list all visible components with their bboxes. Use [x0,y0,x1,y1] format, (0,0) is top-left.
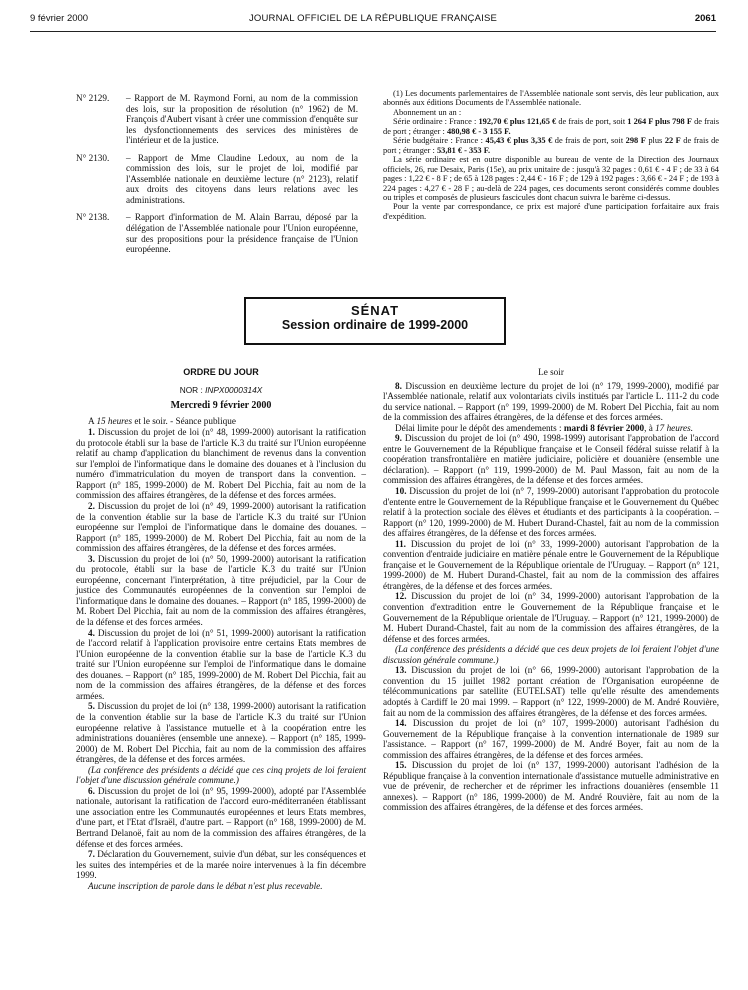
agenda-item: 14. Discussion du projet de loi (n° 107, 1999-2000) autorisant l'adhésion du Gouvernement de la République française à la convention internationale de 1989 sur l'assistance. – Rapport (n° 167, 1999-2000) de M. André Boyer, fait au nom de la commission des affaires étrangères, de la défense et des forces armées. [383,718,719,760]
nor-reference: NOR : INPX0000314X [179,384,263,395]
conference-note: (La conférence des présidents a décidé que ces deux projets de loi feraient l'objet d'une discussion générale commune.) [383,644,719,665]
session-title: Session ordinaire de 1999-2000 [281,317,469,332]
unit-price-info: La série ordinaire est en outre disponible au bureau de vente de la Direction des Journaux officiels, 26, rue Desaix, Paris (15e), au prix unitaire de : jusqu'à 32 pages : 0,61 € - 4 F ; de 33 à 64 pages : 1,22 € - 8 F ; de 65 à 128 pages : 2,44 € - 16 F ; de 129 à 192 pages : 3,66 € - 24 F ; de 193 à 224 pages : 4,27 € - 28 F ; au-delà de 224 pages, ces documents seront considérés comme doubles ou triples et composés de plusieurs fascicules dont chacun suivra le barème ci-dessus. [383,155,719,202]
agenda-item: 4. Discussion du projet de loi (n° 51, 1999-2000) autorisant la ratification de l'accord relatif à l'application provisoire entre certains Etats membres de l'Union européenne de la convention établie sur la base de l'article K.3 du traité sur l'Union européenne sur l'emploi de l'informatique dans le domaine des douanes. – Rapport (n° 185, 1999-2000) de M. Robert Del Picchia, fait au nom de la commission des affaires étrangères, de la défense et des forces armées. [76,627,366,701]
debate-note: Aucune inscription de parole dans le débat n'est plus recevable. [88,880,323,891]
report-number: N° 2129. [76,93,110,103]
seance-info: A 15 heures et le soir. - Séance publique [88,415,236,426]
agenda-item: 11. Discussion du projet de loi (n° 33, 1999-2000) autorisant l'approbation de la convention d'entraide judiciaire en matière pénale entre le Gouvernement de la République française et le Gouvernement de la République orientale de l'Uruguay. – Rapport (n° 121, 1999-2000) de M. Hubert Durand-Chastel, fait au nom de la commission des affaires étrangères, de la défense et des forces armées. [383,538,719,591]
conference-note: (La conférence des présidents a décidé que ces cinq projets de loi feraient l'objet d'une discussion générale commune.) [76,764,366,786]
subscription-label: Abonnement un an : [393,107,462,117]
agenda-item: 3. Discussion du projet de loi (n° 50, 1999-2000) autorisant la ratification du protocole, établi sur la base de l'article K.3 du traité sur l'Union européenne, concernant l'interprétation, à titre préjudiciel, par la Cour de justice des Communautés européennes de la convention sur l'emploi de l'informatique dans le domaine des douanes. – Rapport (n° 185, 1999-2000) de M. Robert Del Picchia, fait au nom de la commission des affaires étrangères, de la défense et des forces armées. [76,553,366,628]
agenda-item: 10. Discussion du projet de loi (n° 7, 1999-2000) autorisant l'approbation du protocole d'entente entre le Gouvernement de la République française et le Gouvernement du Québec relatif à la protection sociale des élèves et étudiants et des participants à la coopération. – Rapport (n° 120, 1999-2000) de M. Hubert Durand-Chastel, fait au nom de la commission des affaires étrangères, de la défense et des forces armées. [383,486,719,539]
journal-title: JOURNAL OFFICIEL DE LA RÉPUBLIQUE FRANÇAISE [248,13,498,24]
agenda-item: 9. Discussion du projet de loi (n° 490, 1998-1999) autorisant l'approbation de l'accord entre le Gouvernement de la République française et le Conseil fédéral suisse relatif à la coopération transfrontalière en matière judiciaire, policière et douanière (ensemble une déclaration). – Rapport (n° 119, 1999-2000) de M. Paul Masson, fait au nom de la commission des affaires étrangères, de la défense et des forces armées. [383,433,719,486]
pricing-intro: (1) Les documents parlementaires de l'Assemblée nationale sont servis, dès leur publication, aux abonnés aux éditions Documents de l'Assemblée nationale. [383,89,719,108]
report-number: N° 2138. [76,212,110,223]
agenda-item: 2. Discussion du projet de loi (n° 49, 1999-2000) autorisant la ratification de la convention établie sur la base de l'article K.3 du traité sur l'Union européenne sur l'emploi de l'informatique dans le domaine des douanes. – Rapport (n° 185, 1999-2000) de M. Robert Del Picchia, fait au nom de la commission des affaires étrangères, de la défense et des forces armées. [76,501,366,554]
mail-order-info: Pour la vente par correspondance, ce prix est majoré d'une participation forfaitaire aux frais d'expédition. [383,202,719,221]
reports-list [76,93,358,262]
report-text: – Rapport de Mme Claudine Ledoux, au nom de la commission des lois, sur le projet de loi, modifié par l'Assemblée nationale en deuxième lecture (n° 2123), relatif aux droits des citoyens dans leurs relations avec les administrations. [126,152,358,205]
agenda-heading: ORDRE DU JOUR [183,367,259,377]
agenda-item: 7. Déclaration du Gouvernement, suivie d'un débat, sur les conséquences et les suites des intempéries et de la marée noire intervenues à la fin décembre 1999. [76,849,366,881]
pricing-note [383,89,719,221]
report-item [76,93,358,146]
senat-title-box [244,297,506,345]
agenda-item: 1. Discussion du projet de loi (n° 48, 1999-2000) autorisant la ratification du protocole établi sur la base de l'article K.3 du traité sur l'Union européenne relatif au champ d'application du blanchiment de revenus dans la convention sur l'emploi de l'informatique dans le domaine des douanes et à l'inclusion du numéro d'immatriculation du moyen de transport dans la convention. – Rapport (n° 185, 1999-2000) de M. Robert Del Picchia, fait au nom de la commission des affaires étrangères, de la défense et des forces armées. [76,427,366,501]
report-number: N° 2130. [76,152,110,163]
agenda-left-column [76,367,366,891]
agenda-right-column [383,367,719,813]
serie-budgetaire: Série budgétaire : France : 45,43 € plus 3,35 € de frais de port, soit 298 F plus 22 F de frais de port ; étranger : 53,81 € - 353 F. [383,136,719,155]
report-item [76,212,358,254]
agenda-item: 6. Discussion du projet de loi (n° 95, 1999-2000), adopté par l'Assemblée nationale, autorisant la ratification de l'accord euro-méditerranéen établissant une association entre les Communautés européennes et leurs Etats membres, d'une part, et l'Etat d'Israël, d'autre part. – Rapport (n° 168, 1999-2000) de M. Bertrand Delanoë, fait au nom de la commission des affaires étrangères, de la défense et des forces armées. [76,785,366,849]
evening-heading: Le soir [538,367,564,377]
report-text: – Rapport d'information de M. Alain Barrau, déposé par la délégation de l'Assemblée nationale pour l'Union européenne, sur des propositions pour la présidence française de l'Union européenne. [126,212,358,255]
agenda-day: Mercredi 9 février 2000 [170,400,272,412]
agenda-item: 8. Discussion en deuxième lecture du projet de loi (n° 179, 1999-2000), modifié par l'Assemblée nationale, relatif aux volontariats civils institués par l'article L. 111-2 du code du service national. – Rapport (n° 199, 1999-2000) de M. Robert Del Picchia, fait au nom de la commission des affaires étrangères, de la défense et des forces armées. [383,380,719,423]
senat-title: SÉNAT [350,303,400,318]
report-item [76,153,358,206]
header-date: 9 février 2000 [30,13,89,24]
serie-ordinaire: Série ordinaire : France : 192,70 € plus 121,65 € de frais de port, soit 1 264 F plus 798 F de frais de port ; étranger : 480,98 € - 3 155 F. [383,117,719,136]
agenda-item: 13. Discussion du projet de loi (n° 66, 1999-2000) autorisant l'approbation de la convention du 15 juillet 1982 portant création de l'Organisation européenne de télécommunications par satellite (EUTELSAT) telle qu'elle résulte des amendements adoptés à Cardiff le 20 mai 1999. – Rapport (n° 122, 1999-2000) de M. André Rouvière, fait au nom de la commission des affaires étrangères, de la défense et des forces armées. [383,665,719,718]
agenda-item: 15. Discussion du projet de loi (n° 137, 1999-2000) autorisant l'adhésion de la République française à la convention internationale d'assistance mutuelle administrative en vue de prévenir, de rechercher et de réprimer les infractions douanières (ensemble 11 annexes). – Rapport (n° 186, 1999-2000) de M. André Rouvière, fait au nom de la commission des affaires étrangères, de la défense et des forces armées. [383,760,719,813]
agenda-item: 12. Discussion du projet de loi (n° 34, 1999-2000) autorisant l'approbation de la convention d'extradition entre le Gouvernement de la République française et le Gouvernement de la République orientale de l'Uruguay. – Rapport (n° 121, 1999-2000) de M. Hubert Durand-Chastel, fait au nom de la commission des affaires étrangères, de la défense et des forces armées. [383,591,719,644]
agenda-item: 5. Discussion du projet de loi (n° 138, 1999-2000) autorisant la ratification de la convention établie sur la base de l'article K.3 du traité sur l'Union européenne relative à l'assistance mutuelle et à la coopération entre les administrations douanières (ensemble une annexe). – Rapport (n° 185, 1999-2000) de M. Robert Del Picchia, fait au nom de la commission des affaires étrangères, de la défense et des forces armées. [76,701,366,765]
page-number: 2061 [694,13,716,24]
page-header [30,14,716,32]
report-text: – Rapport de M. Raymond Forni, au nom de la commission des lois, sur la proposition de résolution (n° 1962) de M. François d'Aubert visant à créer une commission d'enquête sur les dysfonctionnements des services des ministères de l'intérieur et de la justice. [126,93,358,146]
amendment-deadline: Délai limite pour le dépôt des amendements : mardi 8 février 2000, à 17 heures. [395,422,694,433]
